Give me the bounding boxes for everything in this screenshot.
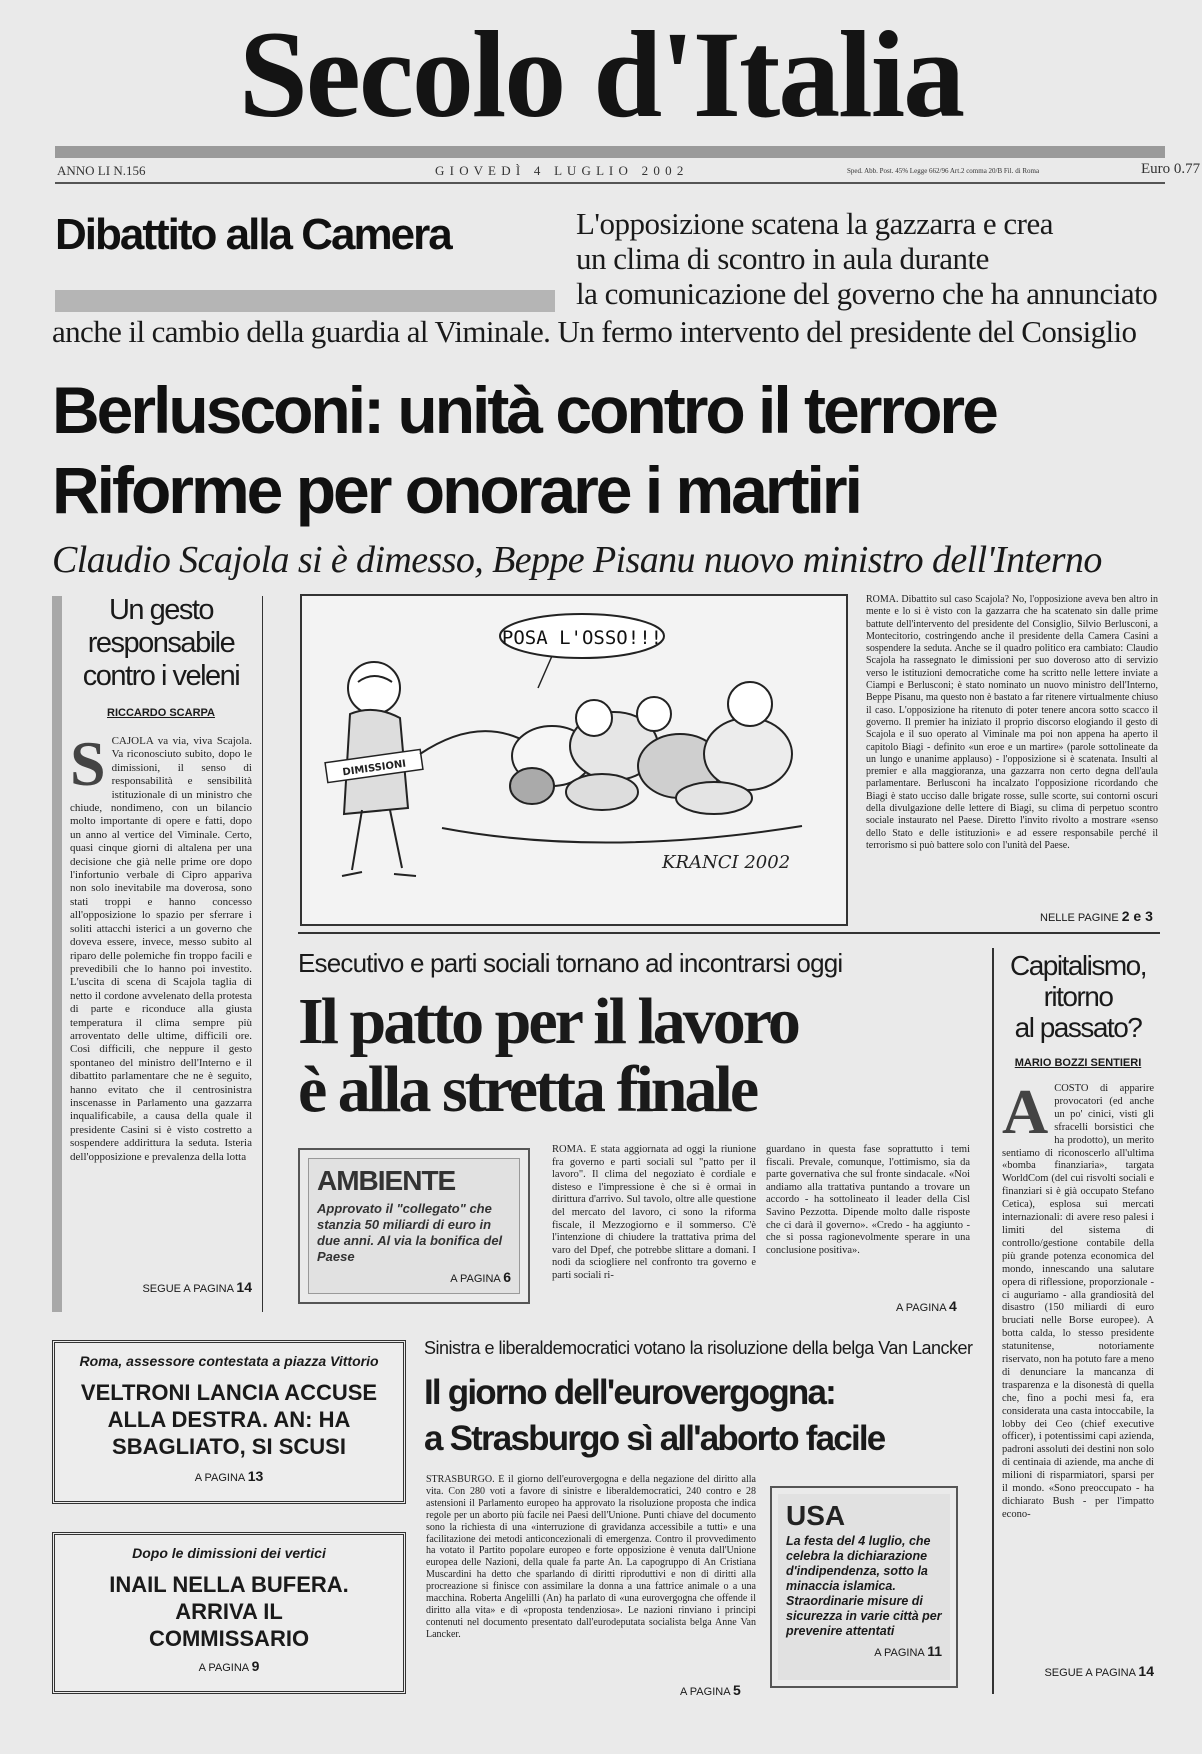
veltroni-kicker: Roma, assessore contestata a piazza Vittorio [79,1353,379,1369]
page-number[interactable]: 11 [927,1643,942,1659]
page-label: A PAGINA [194,1472,245,1484]
labor-headline-line-1: Il patto per il lavoro [298,985,798,1058]
labor-continued [896,1298,957,1314]
issue-number: ANNO LI N.156 [57,163,146,178]
usa-box[interactable] [770,1486,958,1688]
crowd-figures [442,682,802,843]
continued-label: A PAGINA [896,1302,946,1314]
cartoon [300,594,848,926]
editorial-right-title-line: Capitalismo, [1009,950,1147,981]
left-column-bar [52,596,62,1312]
lead-kicker-last: anche il cambio della guardia al Viminale. Un fermo intervento del presidente del Consiglio [52,314,1137,349]
editorial-right-title-line: ritorno [1043,981,1113,1012]
dropcap: S [70,735,106,799]
page-label: A PAGINA [198,1662,249,1674]
editorial-right-byline: MARIO BOZZI SENTIERI [1014,1057,1142,1069]
editorial-right-text: COSTO di apparire provocatori (ed anche un po' cinici, visti gli sfracelli borsistici che ha prodotto), un merito sentiamo di riconoscerlo all'ultima «bomba finanziaria», targata WorldCom (del cui risvolti sociali e finanziari si è già occupato Stefano Cetica), esplosa sui mercati internazionali: di avere reso palesi i limiti del sistema di controllo/gestione contabile della più grande potenza economica del mondo, innescando una salutare opera di riflessione, proporzionale - ci auguriamo - alla grandiosità del disastro (150 miliardi di euro bruciati nelle Borse europee). A botta calda, lo stesso presidente statunitense, notoriamente riservato, non ha potuto fare a meno di denunciare la mancanza di trasparenza e la disonestà di quella che, fino a pochi mesi fa, era considerata una casta intoccabile, la lobby dei Ceo (chief executive officer), i potentissimi capi azienda, padroni assoluti dei destini non solo di centinaia di aziende, ma anche di milioni di risparmiatori, sparsi per il mondo. «Sono preoccupato - ha dichiarato Bush - per l'impatto econo- [1002,1083,1154,1520]
dropcap: A [1002,1083,1049,1147]
labor-body-1: ROMA. È stata aggiornata ad oggi la riunione fra governo e parti sociali sul "patto per il lavoro". Il clima del negoziato è cordiale e disteso e l'impressione è che si è ormai in dirittura d'arrivo. Sul tavolo, oltre alle questione del mercato del lavoro, ci sono la riforma fiscale, il Mezzogiorno e il sommerso. C'è l'intenzione di chiudere la trattativa prima del varo del Dpef, che potrebbe slittare a domani. I nodi da sciogliere nel confronto tra governo e parti sociali ri- [552,1144,756,1281]
ambiente-box-inner [308,1158,520,1294]
usa-box-inner [778,1494,950,1680]
column-rule [262,596,263,1312]
usa-body: La festa del 4 luglio, che celebra la dichiarazione d'indipendenza, sotto la minaccia islamica. Straordinarie misure di sicurezza in varie città per prevenire attentati [786,1534,942,1638]
continued-page[interactable]: 14 [236,1279,252,1295]
main-headline-line-1: Berlusconi: unità contro il terrore [52,373,996,447]
speech-text: POSA L'OSSO!!! [501,627,663,649]
euro-headline-line-2: a Strasburgo sì all'aborto facile [424,1419,885,1458]
continued-label: SEGUE A PAGINA [1044,1667,1136,1679]
continued-page[interactable]: 5 [733,1682,741,1698]
page-number[interactable]: 13 [247,1468,264,1484]
veltroni-page [65,1468,393,1484]
ambiente-page [317,1269,511,1285]
main-headline [52,370,1192,530]
inail-page [65,1658,393,1674]
banner-text: DIMISSIONI [341,758,407,779]
editorial-right-title-line: al passato? [1014,1012,1142,1043]
editorial-left-byline: RICCARDO SCARPA [107,707,215,719]
labor-headline-line-2: è alla stretta finale [298,1053,757,1126]
page-label: A PAGINA [450,1273,501,1285]
euro-kicker: Sinistra e liberaldemocratici votano la risoluzione della belga Van Lancker [424,1338,973,1358]
speech-tail [538,656,552,688]
ambiente-body: Approvato il "collegato" che stanzia 50 miliardi di euro in due anni. Al via la bonifica del Paese [317,1201,503,1264]
page-label: A PAGINA [874,1647,925,1659]
continued-page[interactable]: 4 [949,1298,957,1314]
continued-page[interactable]: 2 e 3 [1121,908,1153,924]
masthead-title: Secolo d'Italia [238,6,964,143]
continued-label: NELLE PAGINE [1040,912,1119,924]
euro-headline [424,1370,984,1462]
editorial-left-body [70,735,252,1273]
lead-article-continued [1040,908,1153,924]
ambiente-title: AMBIENTE [317,1165,456,1196]
lead-deck: Claudio Scajola si è dimesso, Beppe Pisanu nuovo ministro dell'Interno [52,539,1102,581]
euro-body: STRASBURGO. È il giorno dell'eurovergogna e della negazione del diritto alla vita. Con 280 voti a favore di sinistre e liberaldemocratici, 240 contro e 28 astensioni il Parlamento europeo ha approvato la risoluzione proposta che indica regole per un aborto più facile nei Paesi dell'Unione. Punti chiave del documento sono la richiesta di una «interruzione di gravidanza accessibile a tutti» e una facilitazione dei metodi anticoncezionali di emergenza. Contro il provvedimento ha votato il Partito popolare europeo e forte opposizione è venuta dall'Unione europea delle Nazioni, della quale fa parte An. La capogruppo di An Cristiana Muscardini ha detto che sparlando di diritti riproduttivi e non di diritti alla procreazione si finisce con assimilare la donna a una fattrice animale o a una macchina. Roberta Angelilli (An) ha parlato di «una eurovergogna che offende il diritto alla vita» e di «proposta tendenziosa». Le nazioni rinviano i principi contenuti nel documento presentato dall'eurodeputata socialista belga Anne Van Lancker. [426,1474,756,1640]
editorial-left-title-line: responsabile [87,627,235,659]
column-rule [992,948,994,1694]
editorial-right [1002,950,1154,1679]
lead-kicker [576,206,1176,311]
labor-kicker: Esecutivo e parti sociali tornano ad incontrarsi oggi [298,948,843,978]
continued-page[interactable]: 14 [1138,1663,1154,1679]
editorial-left-title [70,594,252,693]
cartoon-drawing [302,596,846,924]
editorial-left-title-line: Un gesto [108,594,214,626]
issue-date: G I O V E D Ì 4 L U G L I O 2 0 0 2 [435,163,685,178]
continued-label: A PAGINA [680,1686,730,1698]
editorial-left-continued [70,1279,252,1295]
inail-headline: INAIL NELLA BUFERA. ARRIVA IL COMMISSARIO [109,1572,349,1651]
editorial-left-title-line: contro i veleni [82,660,240,692]
editorial-right-title [1002,950,1154,1043]
editorial-left [70,594,252,1295]
inail-kicker: Dopo le dimissioni dei vertici [132,1545,326,1561]
dateline-rule [55,182,1165,184]
lead-kicker-line: un clima di scontro in aula durante [576,241,989,276]
masthead-rule [55,146,1165,158]
usa-title: USA [786,1500,846,1531]
labor-headline [298,985,978,1126]
section-headline-rule [55,290,555,312]
postal-note: Sped. Abb. Post. 45% Legge 662/96 Art.2 comma 20/B Fil. di Roma [847,167,1040,175]
veltroni-box[interactable] [52,1340,406,1504]
euro-headline-line-1: Il giorno dell'eurovergogna: [424,1373,836,1412]
ambiente-box[interactable] [298,1148,530,1304]
price: Euro 0.77 [1141,161,1201,177]
cartoon-signature: KRANCI 2002 [662,852,791,873]
main-headline-line-2: Riforme per onorare i martiri [52,453,860,527]
dateline [55,160,1201,182]
lead-kicker-line: la comunicazione del governo che ha annunciato [576,276,1158,311]
editorial-left-text: CAJOLA va via, viva Scajola. Va riconosciuto subito, dopo le dimissioni, il senso di responsabilità e sensibilità istituzionale di un ministro che chiude, nondimeno, con un bilancio molto importante di opere e fatti, dopo un anno al vertice del Viminale. Certo, quasi cinque giorni di altalena per una decisione che già nelle prime ore dopo l'infortunio verbale di Cipro appariva non solo inevitabile ma doverosa, sono stati troppi e hanno concesso all'opposizione lo spazio per sferrare i soliti attacchi isterici a un governo che doveva essere, invece, messo subito al riparo delle polemiche fin troppo facili e prevedibili che lo hanno poi investito. L'uscita di scena di Scajola taglia di netto il cordone avvelenato della protesta di parte e riconduce alla giusta temperatura il clima sempre più arroventato delle ultime, difficili ore. Così difficili, che neppure il gesto spontaneo del ministro dell'Interno e il dibattito parlamentare che ne è seguito, hanno evitato che il centrosinistra inscenasse in Parlamento una gazzarra inqualificabile, a causa della quale il presidente Casini si è visto costretto a sospendere addirittura la seduta. Isteria dell'opposizione e prevalenza della lotta [70,735,252,1163]
labor-body-2: guardano in questa fase soprattutto i temi fiscali. Prevale, comunque, l'ottimismo, sia da parte governativa che sul fronte sindacale. «Noi andiamo alla trattativa puntando a trovare un accordo - ha sottolineato il leader della Cisl Savino Pezzotta. Dipende molto dalle risposte che ci darà il governo». «Credo - ha aggiunto - che si possa ragionevolmente sperare in una conclusione positiva». [766,1144,970,1256]
lead-article-body: ROMA. Dibattito sul caso Scajola? No, l'opposizione aveva ben altro in mente e lo si è visto con la gazzarra che ha scatenato sin dalle prime battute dell'intervento del presidente del Consiglio, Silvio Berlusconi, a Montecitorio, costringendo anche il presidente della Camera Casini a sospendere la seduta. Anche se il quadro politico era cambiato: Claudio Scajola ha rassegnato le dimissioni per suo doveroso atto di servizio verso le istituzioni democratiche come ha scritto nelle lettere inviate a Ciampi e Berlusconi; è stato nominato un nuovo ministro dell'Interno, Beppe Pisanu, ma questo non è bastato a far ritenere virtualmente chiuso il caso. L'opposizione ha ritenuto di poter tenere ancora sotto scacco il governo. Il premier ha iniziato il proprio discorso elogiando il gesto di Scajola e il suo operato al Viminale ma poi non appena ha aperto il capitolo Biagi - definito «un eroe e un martire» (parole sottolineate da un lungo e unanime applauso) - l'opposizione si è scatenata. Insulti al premier e alla maggioranza, una gazzarra non certo degna dell'aula parlamentare. Berlusconi ha incalzato l'opposizione ricordando che Biagi è stato ucciso dalle brigate rosse, sulle scorte, sui contorni oscuri della divulgazione delle lettere di Biagi, su clima di perpetuo scontro sociale instaurato nel Paese. Diretto l'invito rivolto a mostrare «senso dello Stato e delle istituzioni» e ad essere responsabile perché il terrorismo si può battere solo con l'unità del Paese. [866,594,1158,851]
page-number[interactable]: 6 [503,1269,511,1285]
euro-continued [680,1682,741,1698]
lead-kicker-line: L'opposizione scatena la gazzarra e crea [576,206,1053,241]
page-number[interactable]: 9 [251,1658,260,1674]
editorial-right-continued [1002,1663,1154,1679]
veltroni-headline: VELTRONI LANCIA ACCUSE ALLA DESTRA. AN: HA SBAGLIATO, SI SCUSI [80,1380,378,1459]
inail-box[interactable] [52,1532,406,1694]
cartoon-underline [298,932,1160,934]
section-headline: Dibattito alla Camera [55,210,451,259]
editorial-right-body [1002,1083,1154,1657]
continued-label: SEGUE A PAGINA [142,1283,234,1295]
usa-page [786,1643,942,1659]
